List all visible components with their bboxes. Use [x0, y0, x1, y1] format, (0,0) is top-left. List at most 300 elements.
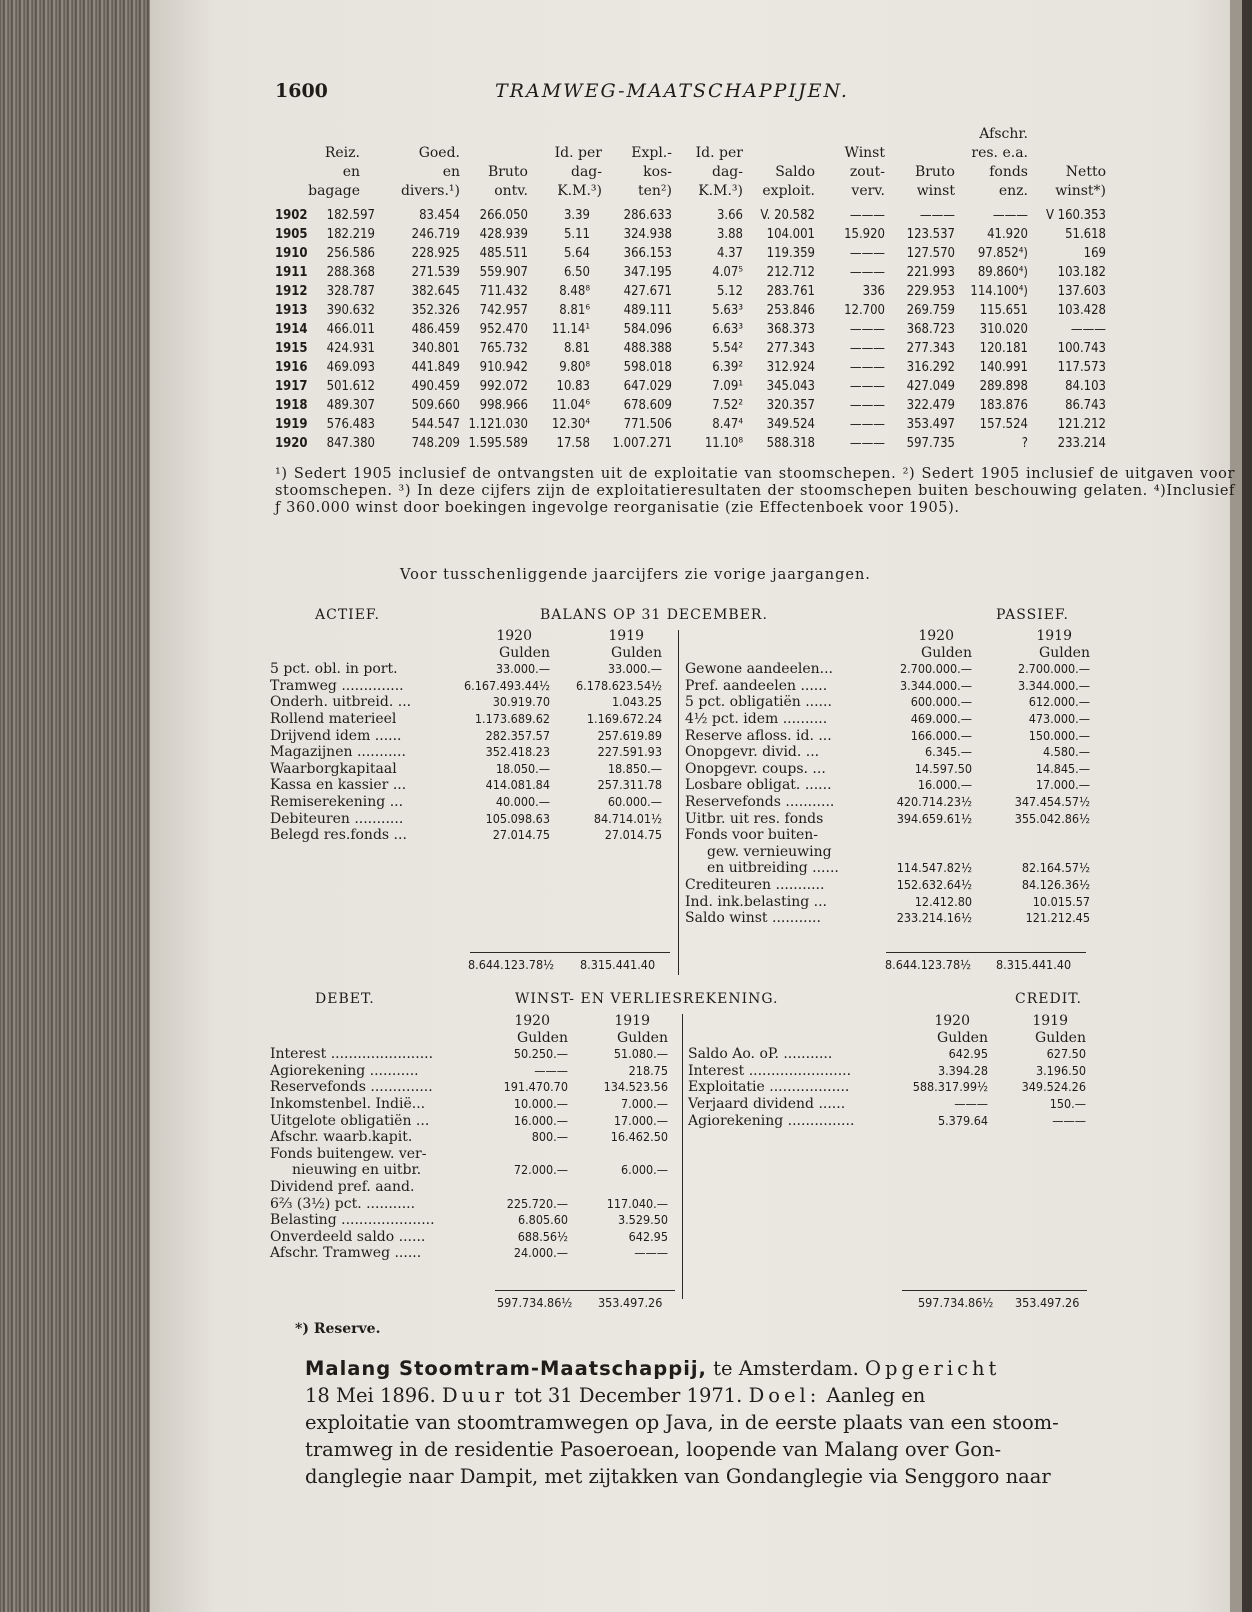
stats-cell: ———: [849, 208, 885, 223]
stats-cell: 390.632: [326, 303, 375, 318]
stats-header-idper2-line-1: dag-: [711, 164, 743, 180]
ledger-label: 6⅔ (3½) pct. ...........: [270, 1195, 416, 1212]
ledger-row: [270, 794, 670, 811]
ledger-value: 82.164.57½: [1021, 860, 1090, 876]
stats-cell: ?: [1021, 436, 1028, 451]
stats-cell: 103.428: [1057, 303, 1106, 318]
stats-cell: 5.54²: [712, 341, 743, 356]
ledger-label: 4½ pct. idem ..........: [685, 710, 828, 727]
ledger-value: 233.214.16½: [896, 910, 972, 926]
ledger-value: 2.700.000.—: [1017, 661, 1090, 677]
stats-cell: 182.219: [326, 227, 375, 242]
ledger-row: [270, 744, 670, 761]
ledger-label: Reservefonds ..............: [270, 1079, 433, 1096]
ledger-value: 352.418.23: [485, 744, 550, 760]
stats-cell: 115.651: [979, 303, 1028, 318]
ledger-value: 7.000.—: [620, 1095, 668, 1111]
stats-cell: 7.52²: [712, 398, 743, 413]
ledger-row: [685, 860, 1105, 877]
stats-cell: 3.88: [716, 227, 743, 242]
ledger-row: [270, 1046, 680, 1063]
ledger-value: ———: [1052, 1112, 1086, 1128]
stats-cell: 345.043: [766, 379, 815, 394]
stats-cell: 3.66: [716, 208, 743, 223]
ledger-value: 257.311.78: [597, 777, 662, 793]
ledger-label: Ind. ink.belasting ...: [685, 893, 827, 910]
year-col-1: 1919: [1036, 628, 1072, 644]
company-line-1: [305, 1355, 1240, 1382]
ledger-value: 282.357.57: [485, 727, 550, 743]
stats-header-bruto-line-1: ontv.: [494, 183, 528, 199]
stats-cell: 485.511: [479, 246, 528, 261]
ledger-row: [685, 661, 1105, 678]
ledger-label: Remiserekening ...: [270, 793, 404, 810]
stats-cell: 97.852⁴): [977, 246, 1028, 261]
ledger-value: 150.000.—: [1028, 727, 1090, 743]
stats-cell: 3.39: [563, 208, 590, 223]
stats-cell: 353.497: [906, 417, 955, 432]
stats-cell: ———: [849, 417, 885, 432]
stats-cell: 427.671: [623, 284, 672, 299]
balance-left-title: ACTIEF.: [315, 607, 380, 623]
stats-header-idper1-line-1: dag-: [570, 164, 602, 180]
stats-cell: 7.09¹: [712, 379, 743, 394]
stats-cell: 11.04⁶: [551, 398, 590, 413]
stats-cell: 8.48⁸: [559, 284, 590, 299]
ledger-value: 469.000.—: [910, 710, 972, 726]
ledger-row: [270, 728, 670, 745]
stats-cell: ———: [849, 246, 885, 261]
stats-cell: 998.966: [479, 398, 528, 413]
pl-divider: [682, 1014, 683, 1299]
stats-cell: V 160.353: [1045, 208, 1106, 223]
ledger-label: Saldo winst ...........: [685, 910, 821, 927]
stats-cell: 253.846: [766, 303, 815, 318]
stats-cell: 382.645: [411, 284, 460, 299]
stats-header-goed-line-1: en: [442, 164, 460, 180]
stats-cell: ———: [849, 322, 885, 337]
ledger-value: 166.000.—: [910, 727, 972, 743]
ledger-value: 6.345.—: [924, 744, 972, 760]
stats-cell: 169: [1083, 246, 1106, 261]
ledger-value: 105.098.63: [485, 810, 550, 826]
stats-cell: 501.612: [326, 379, 375, 394]
stats-header-winst-line-2: verv.: [851, 183, 885, 199]
ledger-row: [270, 661, 670, 678]
stats-cell: 6.63³: [712, 322, 743, 337]
ledger-value: ———: [534, 1062, 568, 1078]
ledger-value: 84.126.36½: [1021, 876, 1090, 892]
stats-cell: 51.618: [1065, 227, 1106, 242]
ledger-label: Waarborgkapitaal: [270, 760, 397, 777]
stats-cell: 233.214: [1057, 436, 1106, 451]
ledger-row: [685, 728, 1105, 745]
ledger-row: [270, 1129, 680, 1146]
ledger-row: [270, 1179, 680, 1196]
stats-header-reiz-line-1: en: [342, 164, 360, 180]
ledger-value: 1.169.672.24: [586, 710, 662, 726]
stats-cell: 486.459: [411, 322, 460, 337]
ledger-value: 588.317.99½: [912, 1079, 988, 1095]
stats-cell: 17.58: [556, 436, 590, 451]
stats-header-saldo-line-1: exploit.: [762, 183, 815, 199]
currency-label: Gulden: [499, 644, 550, 661]
stats-cell: 310.020: [979, 322, 1028, 337]
ledger-row: [270, 1096, 680, 1113]
ledger-value: 3.196.50: [1035, 1062, 1086, 1078]
ledger-value: 152.632.64½: [896, 876, 972, 892]
stats-cell: 424.931: [326, 341, 375, 356]
ledger-label: Tramweg ..............: [270, 677, 404, 694]
ledger-row: [270, 1229, 680, 1246]
ledger-value: 16.000.—: [917, 777, 972, 793]
stats-cell: 352.326: [411, 303, 460, 318]
ledger-label: Kassa en kassier ...: [270, 777, 407, 794]
stats-cell: 10.83: [556, 379, 590, 394]
pl-left-total-1919: 353.497.26: [598, 1295, 663, 1310]
ledger-row: [270, 1063, 680, 1080]
ledger-value: 51.080.—: [613, 1046, 668, 1062]
stats-cell: 441.849: [411, 360, 460, 375]
stats-cell: 12.30⁴: [551, 417, 590, 432]
stats-row: [150, 341, 1242, 360]
ledger-value: 40.000.—: [495, 793, 550, 809]
stats-header-afschr-line-3: enz.: [998, 183, 1028, 199]
stats-header-idper2-line-0: Id. per: [695, 145, 743, 161]
stats-cell: 140.991: [979, 360, 1028, 375]
balance-right-title: PASSIEF.: [996, 607, 1069, 623]
balance-divider: [678, 630, 679, 975]
ledger-row: [270, 711, 670, 728]
ledger-row: [270, 678, 670, 695]
ledger-value: 420.714.23½: [896, 793, 972, 809]
stats-cell: 1.121.030: [468, 417, 528, 432]
stats-cell: 598.018: [623, 360, 672, 375]
ledger-row: [685, 694, 1105, 711]
currency-label: Gulden: [921, 644, 972, 661]
ledger-value: 14.845.—: [1035, 760, 1090, 776]
stats-row: [150, 360, 1242, 379]
ledger-value: 612.000.—: [1028, 694, 1090, 710]
stats-cell: 117.573: [1057, 360, 1106, 375]
stats-header-netto-line-0: Netto: [1065, 164, 1106, 180]
ledger-value: 24.000.—: [513, 1245, 568, 1261]
ledger-label: Interest .......................: [270, 1046, 434, 1063]
page: [150, 0, 1242, 1612]
stats-row: [150, 208, 1242, 227]
company-line-5: danglegie naar Dampit, met zijtakken van Gondanglegie via Senggoro naar: [305, 1465, 1051, 1488]
ledger-label: Fonds voor buiten-: [685, 827, 819, 844]
stats-cell: 246.719: [411, 227, 460, 242]
stats-cell: 428.939: [479, 227, 528, 242]
balance-left-total-1920: 8.644.123.78½: [468, 957, 554, 972]
ledger-row: [685, 678, 1105, 695]
ledger-value: 84.714.01½: [593, 810, 662, 826]
ledger-row: [685, 910, 1105, 927]
pl-left-title: DEBET.: [315, 991, 375, 1007]
stats-cell: 544.547: [411, 417, 460, 432]
stats-cell: 368.723: [906, 322, 955, 337]
stats-cell: 11.14¹: [551, 322, 590, 337]
stats-cell: 328.787: [326, 284, 375, 299]
stats-cell: 8.47⁴: [712, 417, 743, 432]
ledger-value: 12.412.80: [914, 893, 972, 909]
stats-year: 1902: [275, 208, 308, 223]
stats-cell: 742.957: [479, 303, 528, 318]
stats-cell: 269.759: [906, 303, 955, 318]
ledger-row: [270, 777, 670, 794]
stats-cell: 316.292: [906, 360, 955, 375]
stats-cell: 5.12: [716, 284, 743, 299]
ledger-value: 218.75: [628, 1062, 668, 1078]
stats-cell: 228.925: [411, 246, 460, 261]
ledger-value: 6.178.623.54½: [576, 677, 662, 693]
ledger-label: Saldo Ao. oP. ...........: [688, 1046, 833, 1063]
stats-cell: 84.103: [1065, 379, 1106, 394]
ledger-label: Crediteuren ...........: [685, 876, 825, 893]
stats-cell: 283.761: [766, 284, 815, 299]
founding-date: 18 Mei 1896.: [305, 1384, 442, 1407]
ledger-value: 10.000.—: [513, 1095, 568, 1111]
stats-cell: 368.373: [766, 322, 815, 337]
stats-year: 1918: [275, 398, 308, 413]
ledger-label: Losbare obligat. ......: [685, 777, 832, 794]
ledger-value: 3.529.50: [617, 1212, 668, 1228]
stats-cell: ———: [919, 208, 955, 223]
ledger-value: 14.597.50: [914, 760, 972, 776]
balance-title: BALANS OP 31 DECEMBER.: [540, 607, 768, 623]
stats-cell: 597.735: [906, 436, 955, 451]
stats-cell: 4.07⁵: [712, 265, 743, 280]
ledger-value: 4.580.—: [1042, 744, 1090, 760]
ledger-row: [270, 761, 670, 778]
stats-header-bruto-line-0: Bruto: [487, 164, 528, 180]
stats-cell: 771.506: [623, 417, 672, 432]
stats-cell: 104.001: [766, 227, 815, 242]
stats-cell: ———: [849, 360, 885, 375]
ledger-value: 627.50: [1046, 1046, 1086, 1062]
stats-cell: 320.357: [766, 398, 815, 413]
pl-right-total-1919: 353.497.26: [1015, 1295, 1080, 1310]
balance-right-rule: [886, 952, 1086, 953]
ledger-value: 30.919.70: [492, 694, 550, 710]
ledger-value: 800.—: [531, 1129, 568, 1145]
stats-cell: V. 20.582: [760, 208, 815, 223]
stats-row: [150, 436, 1242, 455]
stats-header-goed-line-0: Goed.: [418, 145, 460, 161]
stats-header-idper1-line-0: Id. per: [554, 145, 602, 161]
stats-cell: 847.380: [326, 436, 375, 451]
ledger-row: [685, 811, 1105, 828]
stats-cell: 678.609: [623, 398, 672, 413]
stats-cell: 288.368: [326, 265, 375, 280]
stats-cell: 366.153: [623, 246, 672, 261]
balance-left-total-1919: 8.315.441.40: [580, 957, 656, 972]
stats-cell: 509.660: [411, 398, 460, 413]
duration-text: tot 31 December 1971.: [508, 1384, 749, 1407]
ledger-value: ———: [954, 1095, 988, 1111]
stats-row: [150, 417, 1242, 436]
stats-cell: 100.743: [1057, 341, 1106, 356]
pl-left-rule: [495, 1290, 675, 1291]
stats-cell: 266.050: [479, 208, 528, 223]
ledger-value: 50.250.—: [513, 1046, 568, 1062]
stats-cell: 1.007.271: [612, 436, 672, 451]
ledger-value: 1.173.689.62: [474, 710, 550, 726]
intermediate-note: Voor tusschenliggende jaarcijfers zie vorige jaargangen.: [400, 567, 871, 583]
stats-cell: 765.732: [479, 341, 528, 356]
stats-cell: 559.907: [479, 265, 528, 280]
ledger-label: Agiorekening ...............: [688, 1112, 855, 1129]
ledger-label: Onverdeeld saldo ......: [270, 1228, 426, 1245]
stats-cell: ———: [992, 208, 1028, 223]
ledger-row: [685, 777, 1105, 794]
ledger-label: Onopgevr. divid. ...: [685, 744, 820, 761]
stats-header-idper2-line-2: K.M.³): [698, 183, 743, 199]
stats-cell: 5.64: [563, 246, 590, 261]
ledger-value: 121.212.45: [1025, 910, 1090, 926]
stats-cell: 588.318: [766, 436, 815, 451]
stats-cell: ———: [849, 398, 885, 413]
ledger-label: Onopgevr. coups. ...: [685, 760, 826, 777]
stats-year: 1917: [275, 379, 308, 394]
ledger-value: 18.050.—: [495, 760, 550, 776]
ledger-value: 16.462.50: [610, 1129, 668, 1145]
stats-header-expl-line-0: Expl.-: [631, 145, 672, 161]
balance-right-total-1920: 8.644.123.78½: [885, 957, 971, 972]
company-line-3: exploitatie van stoomtramwegen op Java, in de eerste plaats van een stoom-: [305, 1411, 1059, 1434]
ledger-value: 33.000.—: [495, 661, 550, 677]
stats-cell: 340.801: [411, 341, 460, 356]
stats-row: [150, 284, 1242, 303]
stats-cell: 8.81⁶: [559, 303, 590, 318]
ledger-row: [270, 1212, 680, 1229]
year-col-0: 1920: [514, 1013, 550, 1029]
year-header: [270, 1013, 680, 1030]
pl-right-title: CREDIT.: [1015, 991, 1082, 1007]
ledger-label: Gewone aandeelen...: [685, 661, 834, 678]
ledger-value: 3.344.000.—: [899, 677, 972, 693]
pl-right-total-1920: 597.734.86½: [918, 1295, 994, 1310]
ledger-value: 134.523.56: [603, 1079, 668, 1095]
ledger-value: 1.043.25: [611, 694, 662, 710]
stats-cell: 324.938: [623, 227, 672, 242]
stats-header-brutowinst-line-1: winst: [916, 183, 955, 199]
stats-cell: 992.072: [479, 379, 528, 394]
ledger-row: [688, 1063, 1098, 1080]
year-col-1: 1919: [608, 628, 644, 644]
stats-header-brutowinst-line-0: Bruto: [914, 164, 955, 180]
ledger-label: Reservefonds ...........: [685, 793, 835, 810]
stats-cell: ———: [849, 265, 885, 280]
ledger-label: nieuwing en uitbr.: [292, 1162, 422, 1179]
ledger-value: 473.000.—: [1028, 710, 1090, 726]
stats-cell: 89.860⁴): [977, 265, 1028, 280]
ledger-value: 60.000.—: [607, 793, 662, 809]
ledger-row: [270, 1196, 680, 1213]
ledger-value: 6.805.60: [517, 1212, 568, 1228]
company-line-2: [305, 1382, 1240, 1409]
book-spine-edge: [0, 0, 155, 1612]
stats-cell: 347.195: [623, 265, 672, 280]
stats-cell: 9.80⁸: [559, 360, 590, 375]
stats-cell: 488.388: [623, 341, 672, 356]
ledger-label: gew. vernieuwing: [707, 843, 832, 860]
year-col-1: 1919: [1032, 1013, 1068, 1029]
stats-cell: 256.586: [326, 246, 375, 261]
year-col-0: 1920: [918, 628, 954, 644]
ledger-row: [270, 1113, 680, 1130]
ledger-row: [270, 1146, 680, 1163]
stats-cell: 349.524: [766, 417, 815, 432]
company-location: te Amsterdam.: [706, 1357, 866, 1380]
stats-row: [150, 227, 1242, 246]
ledger-value: 33.000.—: [607, 661, 662, 677]
stats-cell: 4.37: [716, 246, 743, 261]
stats-cell: 489.307: [326, 398, 375, 413]
ledger-label: 5 pct. obligatiën ......: [685, 694, 832, 711]
stats-cell: 286.633: [623, 208, 672, 223]
company-name: Malang Stoomtram-Maatschappij,: [305, 1357, 707, 1380]
ledger-row: [688, 1046, 1098, 1063]
stats-cell: 469.093: [326, 360, 375, 375]
ledger-value: 150.—: [1049, 1095, 1086, 1111]
ledger-value: 117.040.—: [606, 1195, 668, 1211]
ledger-value: 642.95: [948, 1046, 988, 1062]
ledger-value: 257.619.89: [597, 727, 662, 743]
stats-cell: 6.39²: [712, 360, 743, 375]
ledger-label: Fonds buitengew. ver-: [270, 1145, 427, 1162]
year-col-1: 1919: [614, 1013, 650, 1029]
doel-text-start: Aanleg en: [820, 1384, 926, 1407]
ledger-row: [270, 811, 670, 828]
ledger-label: Interest .......................: [688, 1062, 852, 1079]
ledger-label: Uitbr. uit res. fonds: [685, 810, 824, 827]
ledger-row: [685, 761, 1105, 778]
ledger-label: Inkomstenbel. Indië...: [270, 1095, 426, 1112]
ledger-value: 642.95: [628, 1228, 668, 1244]
stats-cell: 910.942: [479, 360, 528, 375]
stats-header-reiz-line-2: bagage: [308, 183, 360, 199]
stats-year: 1913: [275, 303, 308, 318]
ledger-label: Magazijnen ...........: [270, 744, 406, 761]
currency-label: Gulden: [1035, 1029, 1086, 1046]
stats-header-goed-line-2: divers.¹): [400, 183, 460, 199]
ledger-row: [688, 1096, 1098, 1113]
balance-left-rule: [470, 952, 670, 953]
stats-cell: 15.920: [844, 227, 885, 242]
year-header: [688, 1013, 1098, 1030]
ledger-value: 10.015.57: [1032, 893, 1090, 909]
ledger-value: 347.454.57½: [1014, 793, 1090, 809]
stats-cell: 584.096: [623, 322, 672, 337]
stats-year: 1912: [275, 284, 308, 299]
ledger-value: 6.167.493.44½: [464, 677, 550, 693]
ledger-value: 2.700.000.—: [899, 661, 972, 677]
ledger-row: [270, 1079, 680, 1096]
stats-cell: 289.898: [979, 379, 1028, 394]
stats-cell: ———: [849, 436, 885, 451]
pl-left-total-1920: 597.734.86½: [497, 1295, 573, 1310]
stats-cell: 1.595.589: [468, 436, 528, 451]
currency-header: [688, 1030, 1098, 1047]
stats-cell: 114.100⁴): [970, 284, 1028, 299]
year-header: [270, 628, 670, 645]
ledger-value: 349.524.26: [1021, 1079, 1086, 1095]
stats-header-netto-line-1: winst*): [1055, 183, 1106, 199]
ledger-value: 114.547.82½: [896, 860, 972, 876]
ledger-row: [270, 1245, 680, 1262]
